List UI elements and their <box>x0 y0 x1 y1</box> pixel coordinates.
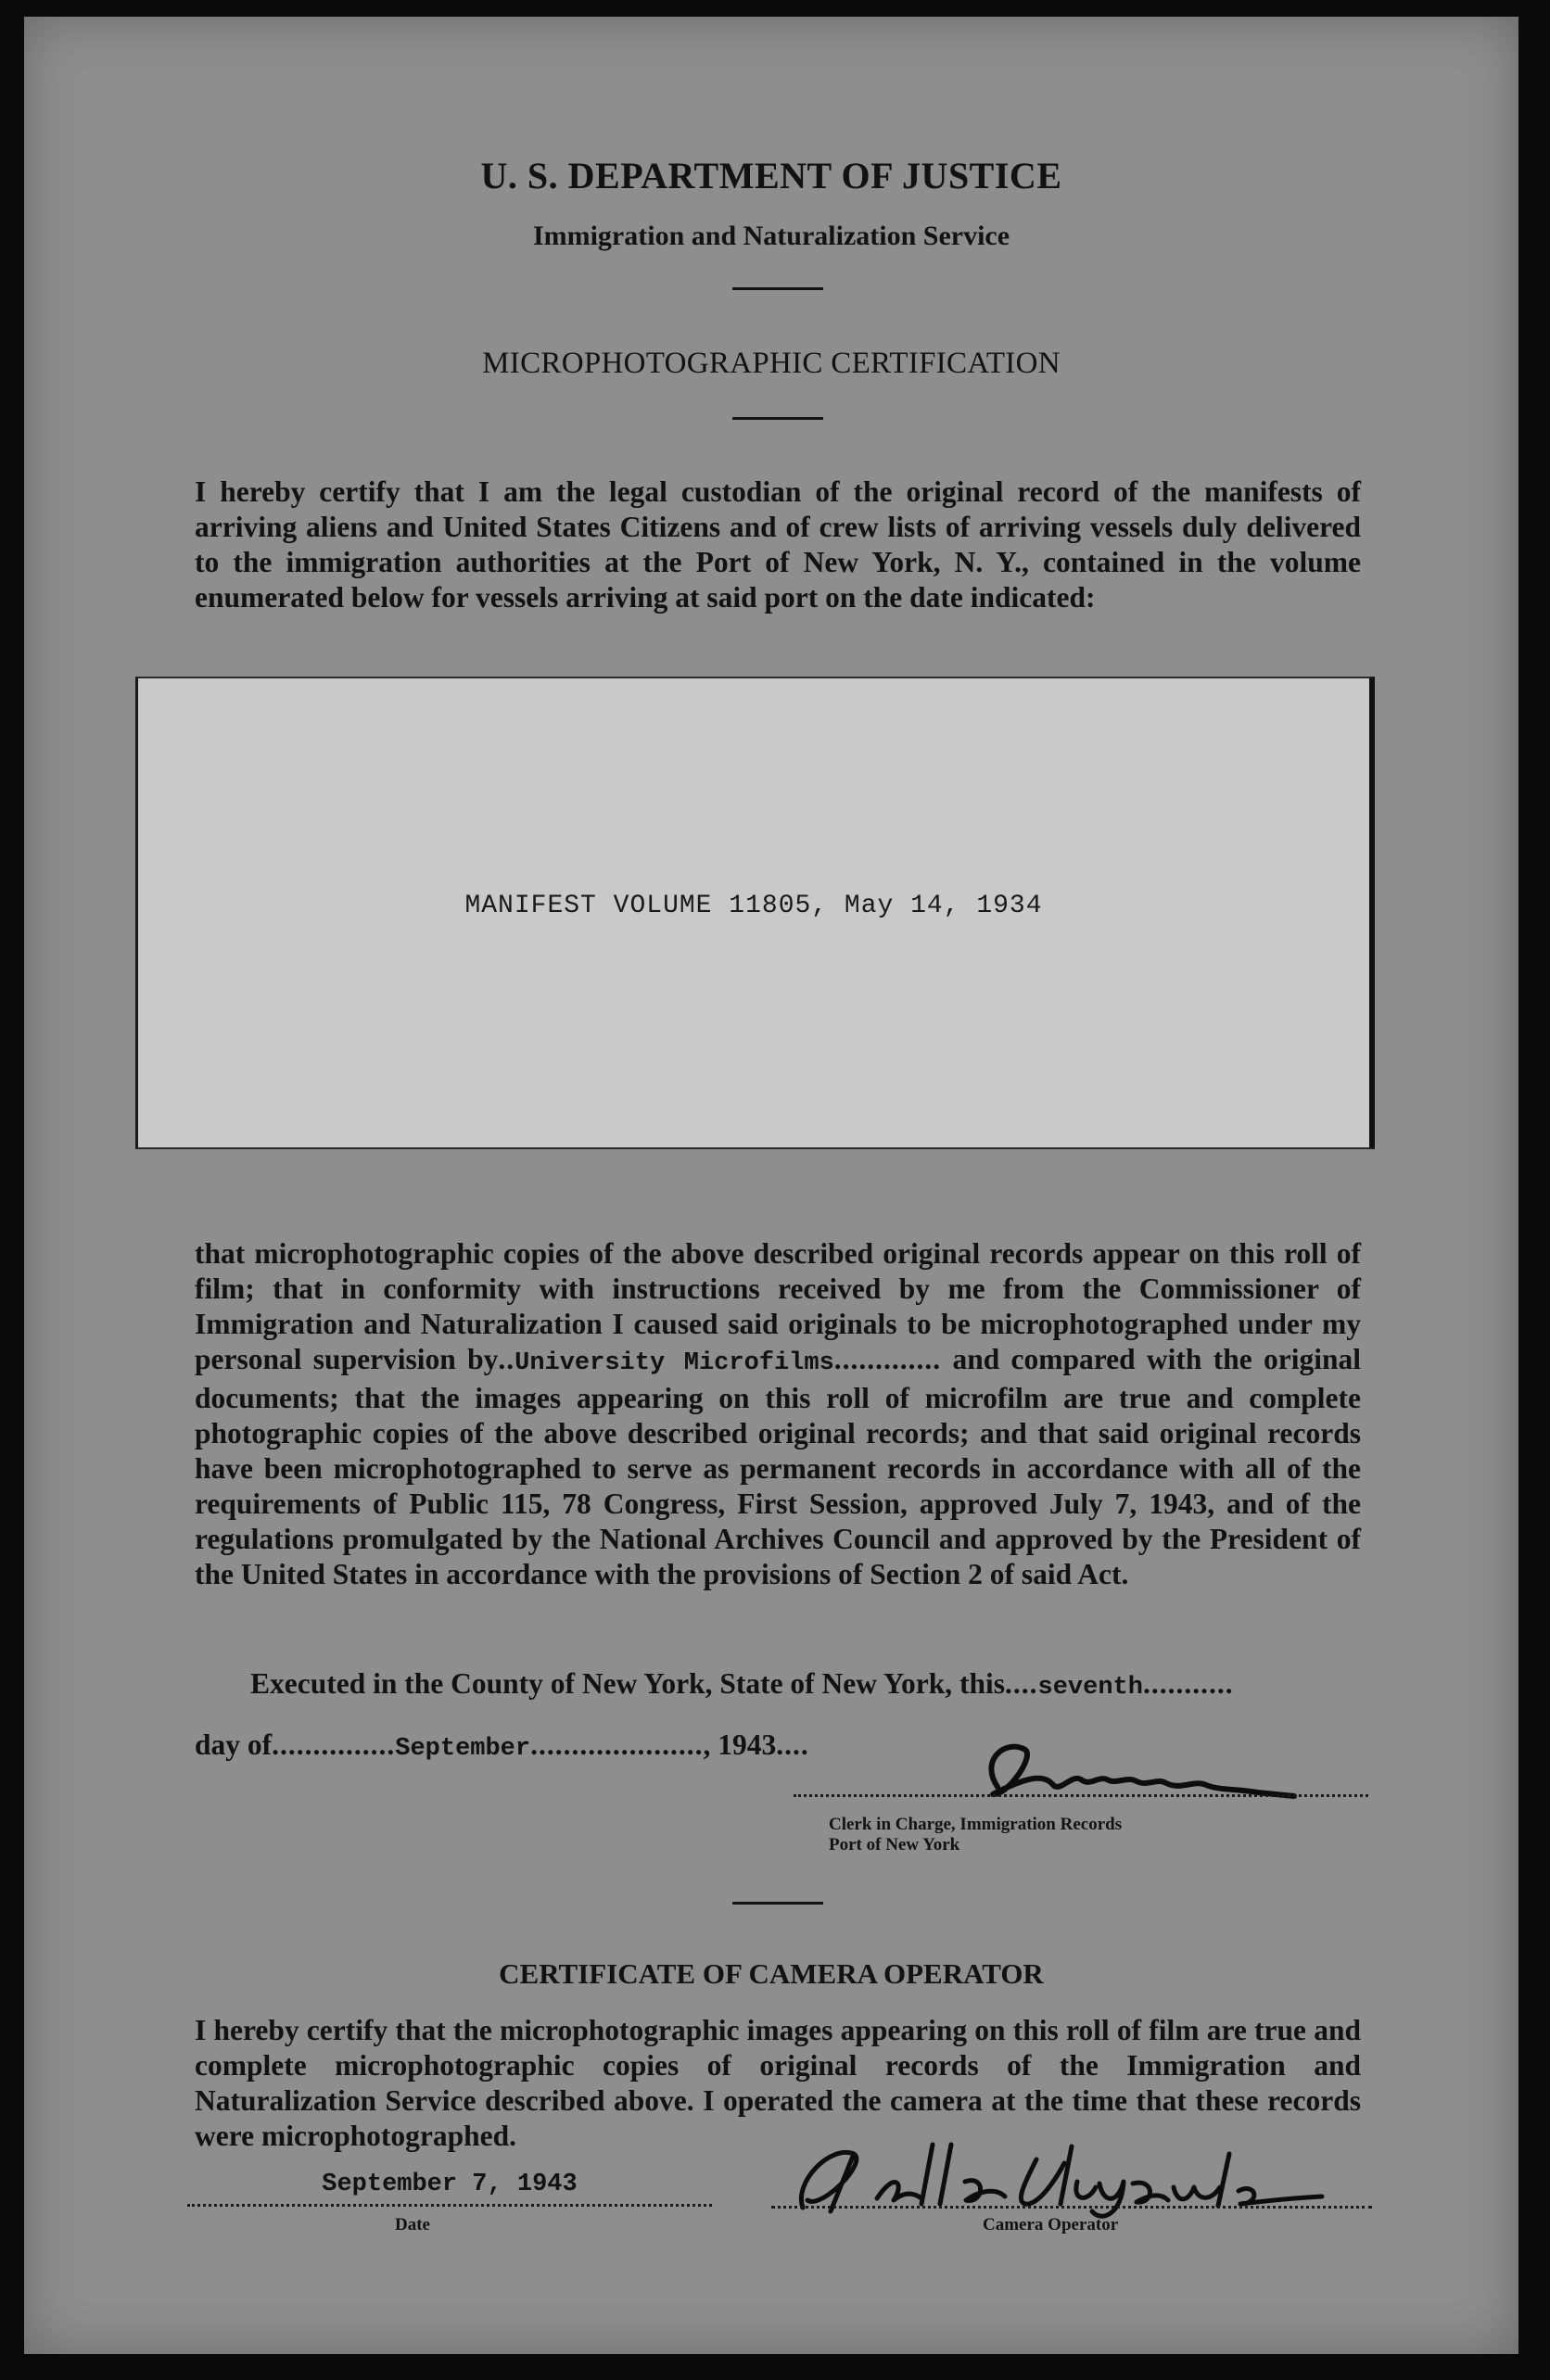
camera-operator-signature <box>766 2126 1378 2228</box>
divider <box>732 417 823 420</box>
day-of-label: day of <box>195 1728 273 1761</box>
camera-date-label: Date <box>395 2215 430 2234</box>
body-text-part1: that microphotographic copies of the above described original records appear on this roll of film; that in conformity with instructions received by me from the Commissioner of Immigration and Naturalization I caused said originals to be microphotographed under my personal supervision by <box>195 1237 1361 1375</box>
execution-prefix: Executed in the County of New York, State of New York, this <box>250 1667 1006 1700</box>
volume-insert-card <box>135 677 1375 1149</box>
camera-paragraph: I hereby certify that the microphotographic images appearing on this roll of film are true and complete microphotographic copies of original records of the Immigration and Naturalization Service described above. I operated the camera at the time that these records were microphotographed. <box>195 2014 1361 2152</box>
camera-date-value: September 7, 1943 <box>322 2171 578 2198</box>
certificate-page <box>24 17 1518 2354</box>
manifest-volume-label: MANIFEST VOLUME 11805, May 14, 1934 <box>464 892 1043 920</box>
camera-certificate-title: CERTIFICATE OF CAMERA OPERATOR <box>499 1957 1044 1990</box>
department-heading: U. S. DEPARTMENT OF JUSTICE <box>480 155 1062 196</box>
date-line: day of...............September....................., 1943.... <box>195 1728 809 1763</box>
clerk-title: Clerk in Charge, Immigration Records Port of New York <box>829 1815 1123 1855</box>
body-text-part2: and compared with the original documents; that the images appearing on this roll of microfilm are true and complete photographic copies of the above described original records; and that said original records have been microphotographed to serve as permanent records in accordance with all of the requirements of Public 115, 78 Congress, First Session, approved July 7, 1943, and of the regulations promulgated by the National Archives Council and approved by the President of the United States in accordance with the provisions of Section 2 of said Act. <box>195 1343 1361 1590</box>
certification-title: MICROPHOTOGRAPHIC CERTIFICATION <box>482 347 1061 380</box>
execution-month: September <box>395 1735 531 1763</box>
intro-paragraph: I hereby certify that I am the legal custodian of the original record of the manifests of arriving aliens and United States Citizens and of crew lists of arriving vessels duly delivered to the immigration authorities at the Port of New York, N. Y., contained in the volume enumerated below for vessels arriving at said port on the date indicated: <box>195 475 1361 614</box>
camera-date-line <box>187 2204 712 2207</box>
execution-line: Executed in the County of New York, State of New York, this....seventh........... <box>250 1667 1234 1702</box>
clerk-signature-line <box>794 1794 1368 1797</box>
divider <box>732 1902 823 1905</box>
body-paragraph: that microphotographic copies of the above described original records appear on this roll of film; that in conformity with instructions received by me from the Commissioner of Immigration and Naturalization I caused said originals to be microphotographed under my personal supervision by..University Microfilms............. and compared with the original documents; that the images appearing on this roll of microfilm are true and complete photographic copies of the above described original records; and that said original records have been microphotographed to serve as permanent records in accordance with all of the requirements of Public 115, 78 Congress, First Session, approved July 7, 1943, and of the regulations promulgated by the National Archives Council and approved by the President of the United States in accordance with the provisions of Section 2 of said Act. <box>195 1237 1361 1590</box>
execution-day-word: seventh <box>1037 1674 1143 1702</box>
camera-operator-line <box>771 2206 1372 2209</box>
service-subheading: Immigration and Naturalization Service <box>532 221 1010 251</box>
camera-operator-label: Camera Operator <box>983 2215 1119 2234</box>
camera-date-field <box>187 2171 712 2198</box>
clerk-signature <box>942 1722 1368 1824</box>
divider <box>732 287 823 290</box>
execution-year: , 1943 <box>703 1728 777 1761</box>
supervisor-name: University Microfilms <box>515 1349 834 1377</box>
